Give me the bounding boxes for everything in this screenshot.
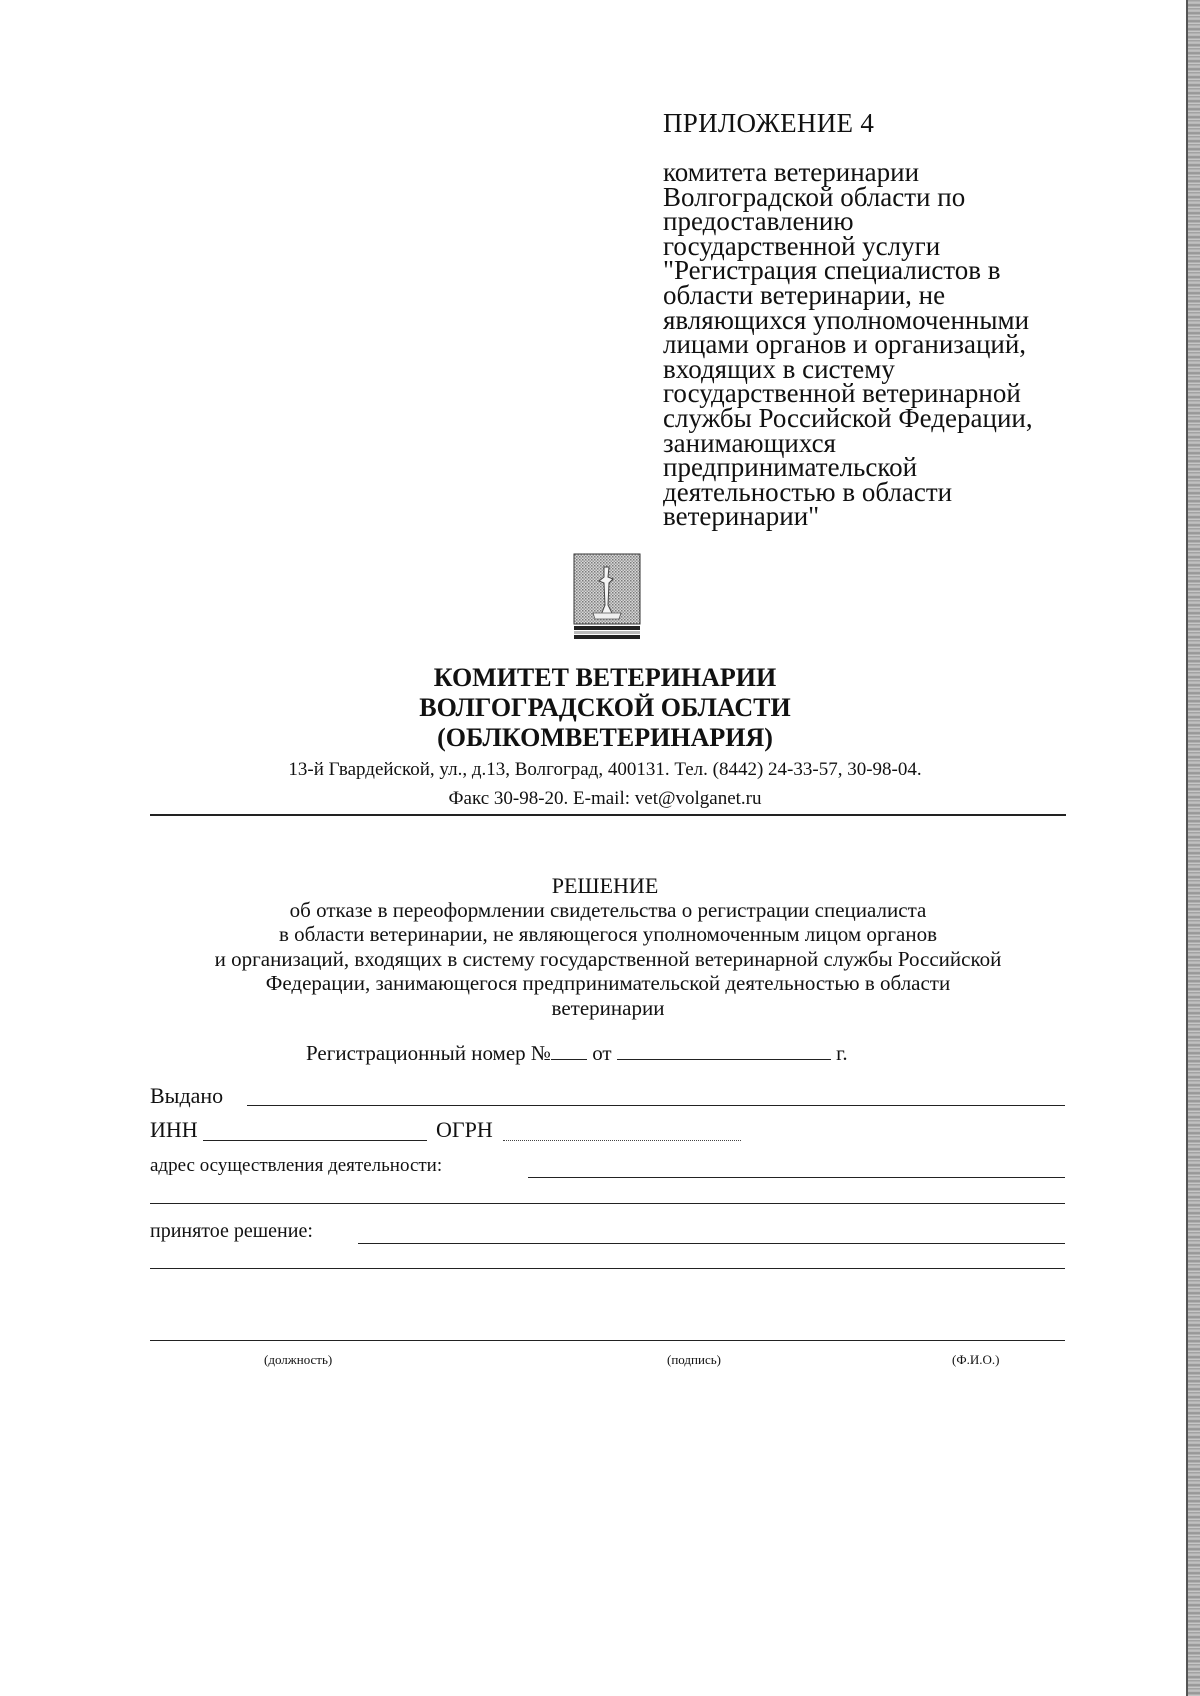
address-label: адрес осуществления деятельности: (150, 1155, 443, 1176)
appendix-line: области ветеринарии, не (663, 279, 946, 310)
decision-line: и организаций, входящих в систему государственной ветеринарной службы Российской (214, 946, 1002, 971)
appendix-title: ПРИЛОЖЕНИЕ 4 (663, 108, 875, 138)
organization-address: 13-й Гвардейской, ул., д.13, Волгоград, 400131. Тел. (8442) 24-33-57, 30-98-04. (288, 759, 922, 780)
header-divider (150, 814, 1066, 816)
organization-name-line3: (ОБЛКОМВЕТЕРИНАРИЯ) (437, 723, 773, 752)
appendix-line: предоставлению (663, 206, 854, 237)
decision-description (150, 898, 1066, 1020)
scan-edge-strip (1186, 0, 1200, 1696)
appendix-line: являющихся уполномоченными (663, 304, 1030, 335)
signature-caption: (подпись) (667, 1352, 721, 1367)
registration-number-label: Регистрационный номер № (306, 1041, 551, 1065)
organization-name-line2: ВОЛГОГРАДСКОЙ ОБЛАСТИ (419, 693, 791, 722)
issued-label: Выдано (150, 1083, 224, 1108)
coat-of-arms-icon (573, 553, 641, 643)
appendix-line: Волгоградской области по (663, 181, 966, 212)
appendix-line: государственной ветеринарной (663, 378, 1021, 409)
organization-name-line1: КОМИТЕТ ВЕТЕРИНАРИИ (433, 663, 777, 692)
appendix-line: занимающихся (663, 427, 836, 458)
appendix-line: входящих в систему (663, 353, 895, 384)
registration-number-blank[interactable] (551, 1041, 587, 1060)
signature-line[interactable] (150, 1340, 1065, 1341)
issued-blank[interactable] (247, 1105, 1065, 1106)
decision-title: РЕШЕНИЕ (551, 873, 659, 898)
decision-taken-blank-continuation[interactable] (150, 1268, 1065, 1269)
inn-label: ИНН (150, 1117, 198, 1142)
appendix-line: лицами органов и организаций, (663, 329, 1027, 360)
appendix-line: государственной услуги (663, 230, 941, 261)
appendix-body (663, 157, 1083, 532)
appendix-line: комитета ветеринарии (663, 157, 920, 187)
inn-blank[interactable] (203, 1140, 427, 1141)
decision-line: об отказе в переоформлении свидетельства о регистрации специалиста (289, 898, 927, 922)
position-caption: (должность) (264, 1352, 333, 1367)
full-name-caption: (Ф.И.О.) (952, 1352, 1000, 1367)
organization-contacts: Факс 30-98-20. E-mail: vet@volganet.ru (448, 788, 762, 809)
decision-line: в области ветеринарии, не являющегося уполномоченным лицом органов (279, 922, 937, 947)
decision-line: ветеринарии (551, 995, 665, 1020)
scan-edge-line (1186, 0, 1188, 1696)
registration-from-label: от (592, 1041, 612, 1065)
decision-taken-blank[interactable] (358, 1243, 1065, 1244)
address-blank-continuation[interactable] (150, 1203, 1065, 1204)
ogrn-label: ОГРН (436, 1117, 493, 1142)
registration-date-blank[interactable] (617, 1041, 831, 1060)
decision-line: Федерации, занимающегося предпринимательской деятельностью в области (265, 971, 951, 996)
ogrn-blank[interactable] (503, 1140, 741, 1141)
registration-year-suffix: г. (836, 1041, 848, 1065)
appendix-line: предпринимательской (663, 452, 918, 483)
appendix-line: "Регистрация специалистов в (663, 255, 1001, 286)
address-blank[interactable] (528, 1177, 1065, 1178)
registration-number-row (306, 1041, 848, 1066)
decision-taken-label: принятое решение: (150, 1220, 313, 1242)
appendix-line: деятельностью в области (663, 476, 953, 507)
appendix-line: службы Российской Федерации, (663, 402, 1033, 433)
appendix-line: ветеринарии" (663, 501, 820, 532)
